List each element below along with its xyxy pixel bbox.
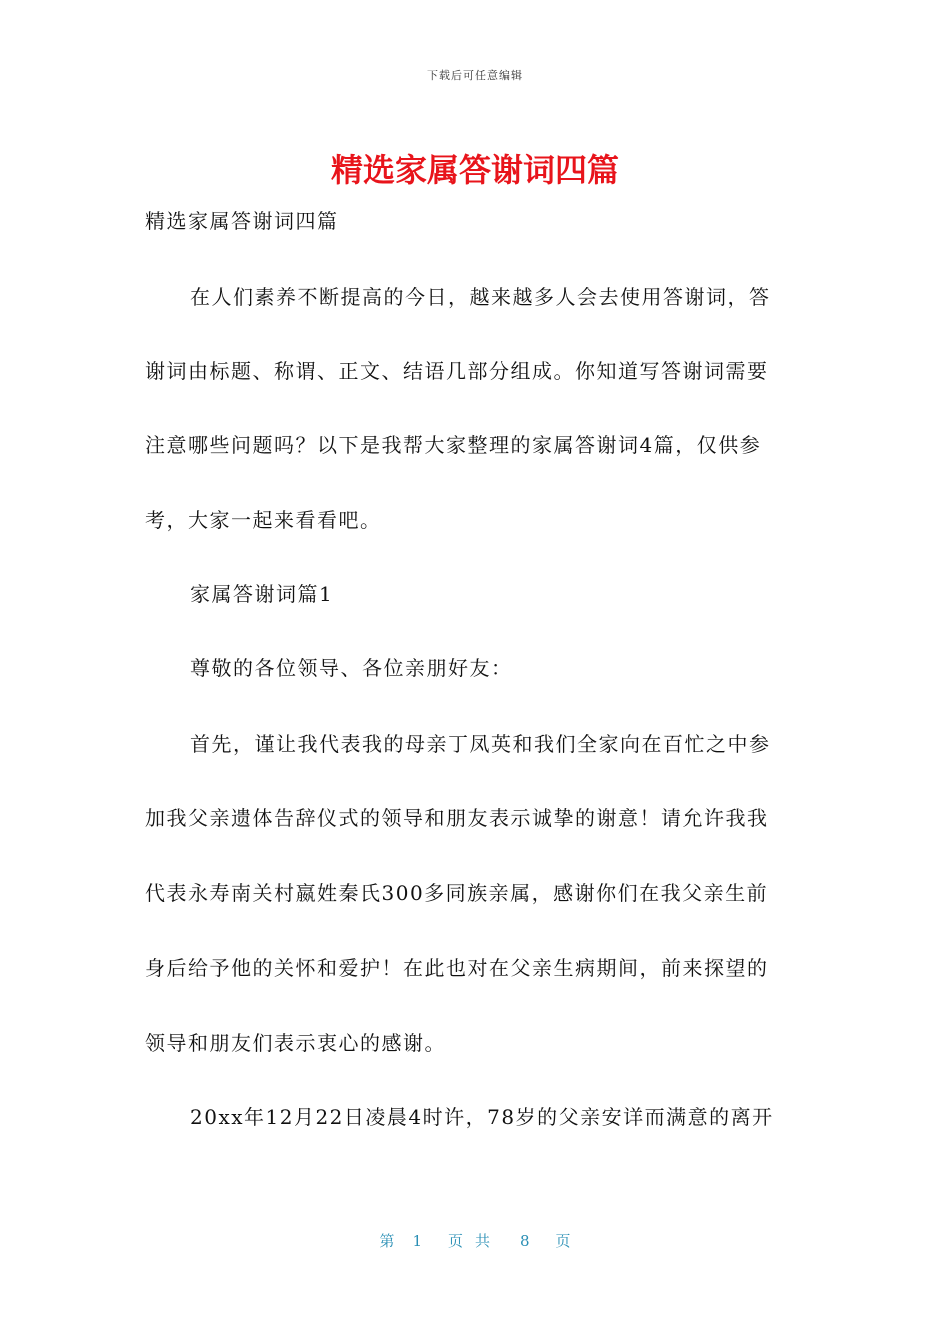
paragraph-line: 注意哪些问题吗？以下是我帮大家整理的家属答谢词4篇，仅供参 xyxy=(145,433,762,457)
paragraph-line: 首先，谨让我代表我的母亲丁凤英和我们全家向在百忙之中参 xyxy=(190,732,771,756)
paragraph-line: 谢词由标题、称谓、正文、结语几部分组成。你知道写答谢词需要 xyxy=(145,359,769,383)
footer-total-pages: 8 xyxy=(520,1232,530,1250)
footer-current-page: 1 xyxy=(412,1232,422,1250)
footer-suffix: 页 xyxy=(555,1232,571,1250)
paragraph-line: 身后给予他的关怀和爱护！在此也对在父亲生病期间，前来探望的 xyxy=(145,956,769,980)
footer-middle: 页共 xyxy=(447,1232,502,1250)
paragraph-line: 考，大家一起来看看吧。 xyxy=(145,508,382,532)
footer-prefix: 第 xyxy=(379,1232,395,1250)
page-footer xyxy=(0,1230,950,1251)
header-note: 下载后可任意编辑 xyxy=(427,69,523,82)
document-title: 精选家属答谢词四篇 xyxy=(330,151,619,189)
salutation-line: 尊敬的各位领导、各位亲朋好友： xyxy=(190,656,513,680)
section-heading: 家属答谢词篇1 xyxy=(190,582,334,606)
paragraph-line: 20xx年12月22日凌晨4时许，78岁的父亲安详而满意的离开 xyxy=(190,1105,774,1129)
paragraph-line: 加我父亲遗体告辞仪式的领导和朋友表示诚挚的谢意！请允许我我 xyxy=(145,806,769,830)
paragraph-line: 在人们素养不断提高的今日，越来越多人会去使用答谢词，答 xyxy=(190,285,771,309)
paragraph-line: 代表永寿南关村嬴姓秦氏300多同族亲属，感谢你们在我父亲生前 xyxy=(145,881,769,905)
subtitle-line: 精选家属答谢词四篇 xyxy=(145,209,339,233)
paragraph-line: 领导和朋友们表示衷心的感谢。 xyxy=(145,1031,446,1055)
